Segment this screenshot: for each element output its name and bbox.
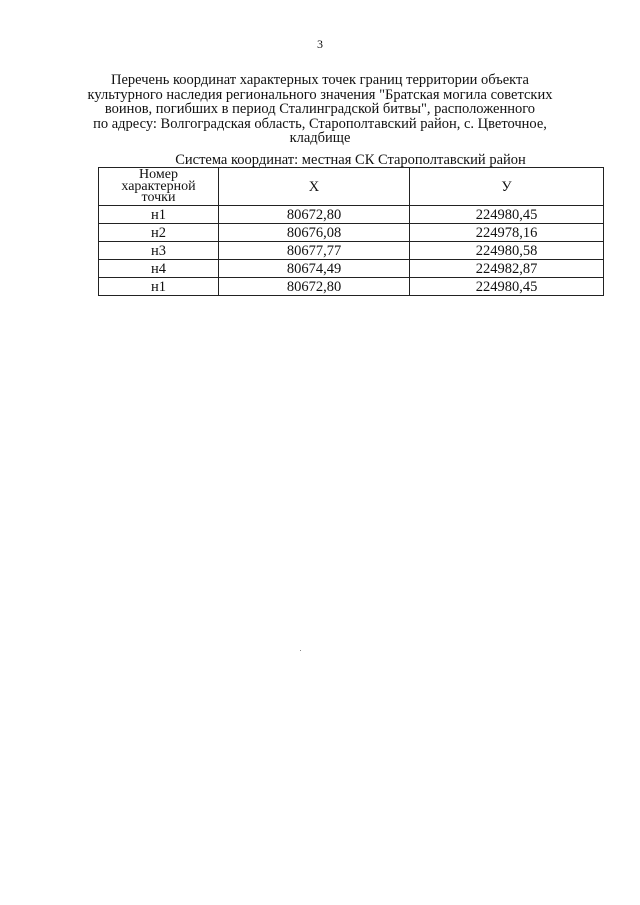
cell-point: н3 <box>99 242 219 260</box>
header-x: Х <box>219 168 410 206</box>
header-y: У <box>410 168 604 206</box>
coordinate-system-label: Система координат: местная СК Старополтавский район <box>175 152 526 168</box>
cell-point: н2 <box>99 224 219 242</box>
scan-speck <box>300 650 301 651</box>
title-line: Перечень координат характерных точек границ территории объекта <box>111 72 529 88</box>
title-line: культурного наследия регионального значения "Братская могила советских <box>87 86 553 103</box>
cell-point: н1 <box>99 206 219 224</box>
table-row <box>99 278 604 296</box>
cell-x: 80674,49 <box>219 260 410 278</box>
document-title <box>80 73 560 146</box>
cell-point: н1 <box>99 278 219 296</box>
table-row <box>99 242 604 260</box>
cell-y: 224978,16 <box>410 224 604 242</box>
cell-x: 80677,77 <box>219 242 410 260</box>
title-line: воинов, погибших в период Сталинградской битвы", расположенного <box>104 101 536 117</box>
cell-point: н4 <box>99 260 219 278</box>
table-row <box>99 206 604 224</box>
table-header-row <box>99 168 604 206</box>
header-point-number <box>99 168 219 206</box>
cell-y: 224982,87 <box>410 260 604 278</box>
cell-y: 224980,45 <box>410 206 604 224</box>
cell-y: 224980,45 <box>410 278 604 296</box>
cell-y: 224980,58 <box>410 242 604 260</box>
cell-x: 80676,08 <box>219 224 410 242</box>
table-row <box>99 224 604 242</box>
title-line: кладбище <box>289 130 351 146</box>
coordinates-table <box>98 167 604 296</box>
header-point-line: Номер <box>139 167 178 183</box>
page-number: 3 <box>317 37 323 51</box>
cell-x: 80672,80 <box>219 206 410 224</box>
header-point-line: характерной <box>121 178 196 194</box>
header-point-line: точки <box>141 190 176 206</box>
table-row <box>99 260 604 278</box>
cell-x: 80672,80 <box>219 278 410 296</box>
title-line: по адресу: Волгоградская область, Старополтавский район, с. Цветочное, <box>93 115 547 132</box>
